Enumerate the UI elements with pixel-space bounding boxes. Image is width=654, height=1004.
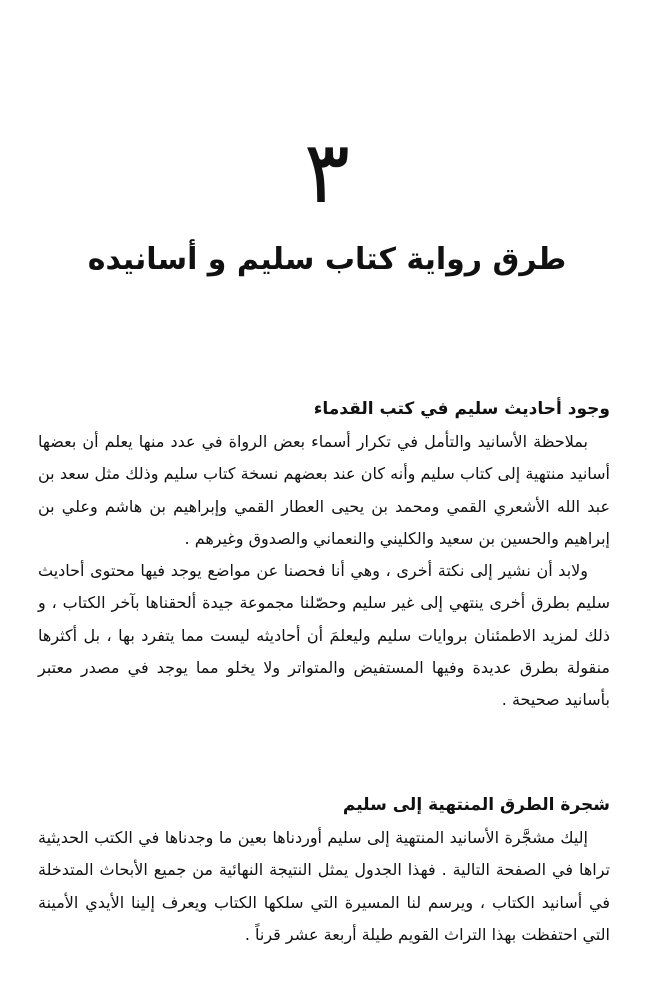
section-heading: وجود أحاديث سليم في كتب القدماء: [313, 399, 610, 419]
paragraph: بملاحظة الأسانيد والتأمل في تكرار أسماء بعض الرواة في عدد منها يعلم أن بعضها أسانيد منتهية إلى كتاب سليم وأنه كان عند بعضهم نسخة كتاب سليم وذلك مثل سعد بن عبد الله الأشعري القمي ومحمد بن يحيى العطار القمي وإبراهيم بن هاشم وعلي بن إبراهيم والحسين بن سعيد والكليني والنعماني والصدوق وغيرهم .: [38, 432, 610, 548]
paragraph: ولابد أن نشير إلى نكتة أخرى ، وهي أنا فحصنا عن مواضع يوجد فيها محتوى أحاديث سليم بطرق أخرى ينتهي إلى غير سليم وحصّلنا مجموعة جيدة ألحقناها بآخر الكتاب ، و ذلك لمزيد الاطمئنان بروايات سليم وليعلمَ أن أحاديثه ليست مما يتفرد بها ، بل أكثرها منقولة بطرق عديدة وفيها المستفيض والمتواتر ولا يخلو مما يوجد في مصدر معتبر بأسانيد صحيحة .: [38, 561, 610, 710]
paragraph: إليك مشجَّرة الأسانيد المنتهية إلى سليم أوردناها بعين ما وجدناها في الكتب الحديثية تراها في الصفحة التالية . فهذا الجدول يمثل النتيجة النهائية من جميع الأبحاث المتدخلة في أسانيد الكتاب ، ويرسم لنا المسيرة التي سلكها الكتاب ويعرف إلينا الأيدي الأمينة التي احتفظت بهذا التراث القويم طيلة أربعة عشر قرناً .: [38, 828, 610, 944]
chapter-title: طرق رواية كتاب سليم و أسانيده: [87, 242, 567, 277]
section-qudama: [38, 392, 610, 717]
chapter-number: ٣: [303, 123, 351, 223]
section-heading: شجرة الطرق المنتهية إلى سليم: [342, 795, 610, 815]
section-tree: [38, 788, 610, 951]
